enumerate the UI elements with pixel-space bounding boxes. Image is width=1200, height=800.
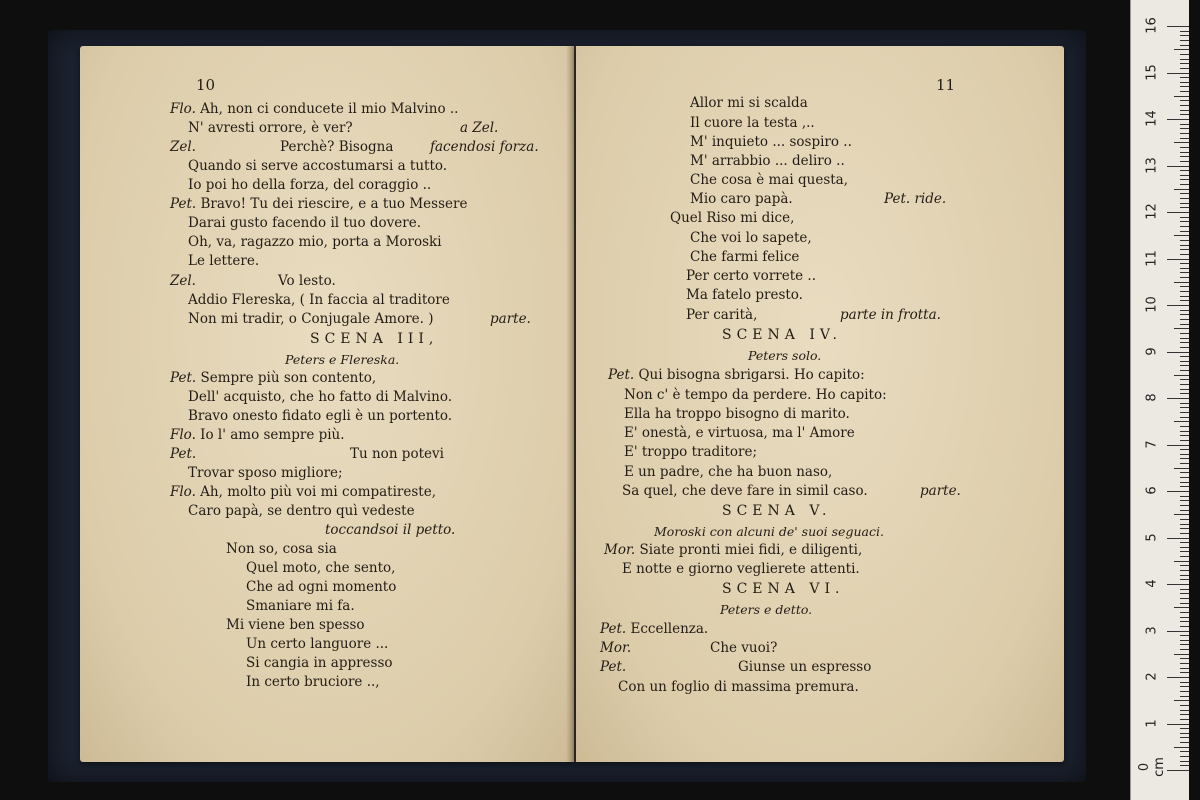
ruler-tick [1180, 458, 1189, 459]
right-line5-1: Mor. Siate pronti miei fidi, e diligenti, [604, 542, 863, 558]
ruler-tick [1180, 719, 1189, 720]
ruler-tick [1180, 245, 1189, 246]
right-line6-3-text: Giunse un espresso [738, 659, 872, 675]
ruler-tick [1180, 286, 1189, 287]
right-line6-2-text: Che vuoi? [710, 640, 778, 656]
left-line2-6: Trovar sposo migliore; [188, 465, 343, 481]
right-verse-1: Allor mi si scalda [690, 95, 808, 111]
scena-iii-cast: Peters e Flereska. [285, 352, 400, 367]
ruler-tick [1180, 393, 1189, 394]
ruler-tick [1180, 338, 1189, 339]
ruler-tick [1180, 542, 1189, 543]
ruler-tick [1174, 747, 1189, 748]
scena-v-cast: Moroski con alcuni de' suoi seguaci. [654, 524, 884, 539]
ruler-tick [1180, 226, 1189, 227]
left-line-12: Non mi tradir, o Conjugale Amore. ) [188, 311, 434, 327]
ruler-tick [1174, 421, 1189, 422]
left-line-6: Pet. Bravo! Tu dei riescire, e a tuo Messere [170, 196, 468, 212]
ruler-tick [1180, 54, 1189, 55]
left-line-1: Flo. Ah, non ci conducete il mio Malvino .. [170, 101, 459, 117]
ruler-tick [1167, 538, 1189, 539]
ruler-number: 15 [1144, 63, 1160, 81]
ruler-tick [1174, 468, 1189, 469]
ruler-tick [1180, 426, 1189, 427]
right-page [576, 46, 1064, 762]
ruler-tick [1180, 40, 1189, 41]
ruler-tick [1180, 124, 1189, 125]
right-verse-9: Che farmi felice [690, 249, 800, 265]
ruler-tick [1180, 431, 1189, 432]
right-verse-10: Per certo vorrete .. [686, 268, 816, 284]
ruler-tick [1180, 575, 1189, 576]
ruler-tick [1180, 324, 1189, 325]
right-line5-2: E notte e giorno veglierete attenti. [622, 561, 860, 577]
right-verse-12: Per carità, [686, 307, 758, 323]
ruler-tick [1180, 733, 1189, 734]
left-line-3-text: Perchè? Bisogna [280, 139, 394, 155]
ruler-tick [1180, 756, 1189, 757]
ruler-tick [1180, 110, 1189, 111]
ruler-tick [1167, 119, 1189, 120]
left-direction-12: parte. [490, 311, 531, 327]
right-verse-2: Il cuore la testa ,.. [690, 115, 815, 131]
ruler-tick [1180, 193, 1189, 194]
ruler-tick [1180, 435, 1189, 436]
right-page-text [576, 46, 1064, 762]
ruler-tick [1180, 77, 1189, 78]
ruler-tick [1180, 403, 1189, 404]
ruler-tick [1180, 463, 1189, 464]
right-line6-4: Con un foglio di massima premura. [618, 679, 859, 695]
left-line2-2: Dell' acquisto, che ho fatto di Malvino. [188, 389, 453, 405]
ruler-tick [1180, 551, 1189, 552]
left-line2-7: Flo. Ah, molto più voi mi compatireste, [170, 484, 437, 500]
ruler-tick [1180, 751, 1189, 752]
left-line-3: Zel. [170, 139, 196, 155]
ruler-tick [1180, 635, 1189, 636]
ruler-tick [1180, 710, 1189, 711]
ruler-number: 4 [1144, 579, 1160, 588]
ruler-tick [1180, 714, 1189, 715]
ruler-number: 10 [1144, 296, 1160, 313]
ruler-tick [1180, 342, 1189, 343]
ruler-tick [1180, 556, 1189, 557]
ruler-tick [1180, 207, 1189, 208]
ruler-number: 16 [1144, 17, 1160, 34]
ruler-number: 5 [1144, 532, 1160, 542]
left-line-4: Quando si serve accostumarsi a tutto. [188, 158, 448, 174]
ruler-tick [1180, 296, 1189, 297]
ruler-tick [1167, 73, 1189, 74]
measuring-ruler [1130, 0, 1189, 800]
ruler-tick [1180, 152, 1189, 153]
ruler-tick [1180, 170, 1189, 171]
ruler-tick [1180, 272, 1189, 273]
ruler-tick [1180, 68, 1189, 69]
left-page [80, 46, 574, 762]
ruler-tick [1167, 26, 1189, 27]
ruler-tick [1180, 175, 1189, 176]
ruler-tick [1180, 263, 1189, 264]
ruler-tick [1180, 379, 1189, 380]
left-direction-2: a Zel. [460, 120, 499, 136]
ruler-tick [1180, 644, 1189, 645]
ruler-tick [1167, 584, 1189, 585]
ruler-tick [1180, 86, 1189, 87]
ruler-tick [1180, 389, 1189, 390]
right-line6-3: Pet. [600, 659, 627, 675]
left-direction-3: facendosi forza. [430, 139, 539, 155]
ruler-tick [1180, 737, 1189, 738]
right-line4-2: Non c' è tempo da perdere. Ho capito: [624, 387, 887, 403]
ruler-tick [1180, 45, 1189, 46]
left-line-11: Addio Flereska, ( In faccia al traditore [188, 292, 450, 308]
ruler-tick [1180, 672, 1189, 673]
ruler-tick [1167, 631, 1189, 632]
ruler-tick [1167, 677, 1189, 678]
ruler-tick [1180, 621, 1189, 622]
scena-vi-cast: Peters e detto. [720, 602, 813, 617]
left-line-9: Le lettere. [188, 253, 260, 269]
scena-vi-heading: SCENA VI. [722, 581, 845, 597]
ruler-unit-label: 0 cm [1137, 757, 1167, 777]
ruler-tick [1167, 166, 1189, 167]
ruler-tick [1180, 300, 1189, 301]
ruler-tick [1174, 96, 1189, 97]
ruler-tick [1180, 254, 1189, 255]
ruler-tick [1180, 691, 1189, 692]
ruler-tick [1180, 640, 1189, 641]
ruler-tick [1180, 240, 1189, 241]
ruler-tick [1180, 100, 1189, 101]
ruler-tick [1180, 742, 1189, 743]
left-page-text [80, 46, 574, 762]
ruler-tick [1180, 147, 1189, 148]
ruler-tick [1180, 668, 1189, 669]
ruler-tick [1180, 417, 1189, 418]
right-line6-1: Pet. Eccellenza. [600, 621, 709, 637]
ruler-tick [1180, 114, 1189, 115]
ruler-tick [1174, 514, 1189, 515]
scena-iv-heading: SCENA IV. [722, 327, 842, 343]
ruler-tick [1174, 282, 1189, 283]
ruler-tick [1180, 486, 1189, 487]
ruler-tick [1180, 765, 1189, 766]
ruler-tick [1174, 235, 1189, 236]
left-verse-8: In certo bruciore .., [246, 674, 380, 690]
ruler-tick [1180, 649, 1189, 650]
page-number-right: 11 [936, 76, 956, 94]
ruler-tick [1174, 700, 1189, 701]
ruler-tick [1180, 217, 1189, 218]
right-verse-6: Mio caro papà. [690, 191, 793, 207]
ruler-number: 8 [1144, 393, 1160, 402]
right-verse-4: M' arrabbio ... deliro .. [690, 153, 845, 169]
left-verse-5: Mi viene ben spesso [226, 617, 365, 633]
ruler-tick [1167, 212, 1189, 213]
left-line-2: N' avresti orrore, è ver? [188, 120, 353, 136]
scena-v-heading: SCENA V. [722, 503, 832, 519]
ruler-tick [1180, 82, 1189, 83]
ruler-tick [1180, 291, 1189, 292]
right-line6-2: Mor. [600, 640, 632, 656]
left-verse-6: Un certo languore ... [246, 636, 389, 652]
ruler-tick [1180, 449, 1189, 450]
ruler-tick [1174, 189, 1189, 190]
ruler-tick [1180, 277, 1189, 278]
ruler-tick [1180, 268, 1189, 269]
left-line-5: Io poi ho della forza, del coraggio .. [188, 177, 432, 193]
ruler-tick [1174, 328, 1189, 329]
ruler-tick [1180, 370, 1189, 371]
left-verse-4: Smaniare mi fa. [246, 598, 355, 614]
ruler-tick [1174, 607, 1189, 608]
ruler-tick [1180, 705, 1189, 706]
ruler-tick [1167, 259, 1189, 260]
ruler-number: 7 [1144, 439, 1160, 449]
ruler-tick [1180, 310, 1189, 311]
ruler-tick [1180, 384, 1189, 385]
ruler-tick [1180, 333, 1189, 334]
ruler-tick [1180, 221, 1189, 222]
right-verse-5: Che cosa è mai questa, [690, 172, 849, 188]
ruler-tick [1180, 510, 1189, 511]
ruler-tick [1180, 91, 1189, 92]
ruler-tick [1180, 179, 1189, 180]
ruler-number: 12 [1144, 203, 1160, 220]
ruler-tick [1180, 658, 1189, 659]
left-line-7: Darai gusto facendo il tuo dovere. [188, 215, 422, 231]
left-line2-5: Pet. [170, 446, 197, 462]
right-verse-8: Che voi lo sapete, [690, 230, 812, 246]
ruler-tick [1180, 603, 1189, 604]
ruler-tick [1180, 617, 1189, 618]
ruler-tick [1180, 570, 1189, 571]
page-number-left: 10 [196, 76, 216, 94]
ruler-tick [1180, 761, 1189, 762]
left-line-10-text: Vo lesto. [278, 273, 336, 289]
ruler-tick [1180, 31, 1189, 32]
right-direction-pet-ride: Pet. ride. [884, 191, 947, 207]
left-verse-7: Si cangia in appresso [246, 655, 393, 671]
ruler-tick [1174, 142, 1189, 143]
ruler-tick [1180, 314, 1189, 315]
ruler-tick [1180, 686, 1189, 687]
ruler-tick [1180, 407, 1189, 408]
ruler-tick [1167, 491, 1189, 492]
ruler-tick [1180, 547, 1189, 548]
ruler-tick [1180, 612, 1189, 613]
ruler-tick [1180, 579, 1189, 580]
ruler-tick [1180, 105, 1189, 106]
left-line2-5-text: Tu non potevi [350, 446, 444, 462]
ruler-tick [1180, 565, 1189, 566]
ruler-number: 6 [1144, 486, 1160, 495]
ruler-tick [1180, 728, 1189, 729]
ruler-tick [1180, 412, 1189, 413]
ruler-tick [1180, 472, 1189, 473]
ruler-tick [1180, 231, 1189, 232]
ruler-tick [1167, 770, 1189, 771]
right-direction-parte-frotta: parte in frotta. [840, 307, 941, 323]
ruler-tick [1180, 249, 1189, 250]
ruler-number: 9 [1144, 346, 1160, 356]
left-line2-4: Flo. Io l' amo sempre più. [170, 427, 345, 443]
ruler-number: 13 [1144, 156, 1160, 174]
ruler-tick [1180, 454, 1189, 455]
left-line-10: Zel. [170, 273, 196, 289]
ruler-tick [1174, 49, 1189, 50]
scena-iii-heading: SCENA III, [310, 331, 439, 347]
right-line4-5: E' troppo traditore; [624, 444, 757, 460]
ruler-tick [1180, 365, 1189, 366]
right-verse-3: M' inquieto ... sospiro .. [690, 134, 852, 150]
left-verse-3: Che ad ogni momento [246, 579, 397, 595]
left-direction2-9: toccandsoi il petto. [325, 522, 456, 538]
ruler-tick [1180, 63, 1189, 64]
ruler-tick [1180, 477, 1189, 478]
ruler-tick [1180, 524, 1189, 525]
ruler-tick [1180, 626, 1189, 627]
ruler-number: 1 [1144, 718, 1160, 728]
ruler-tick [1180, 663, 1189, 664]
ruler-tick [1180, 35, 1189, 36]
ruler-tick [1167, 724, 1189, 725]
ruler-tick [1174, 654, 1189, 655]
ruler-tick [1180, 519, 1189, 520]
left-line2-8: Caro papà, se dentro quì vedeste [188, 503, 415, 519]
ruler-tick [1180, 184, 1189, 185]
ruler-tick [1180, 59, 1189, 60]
left-line2-1: Pet. Sempre più son contento, [170, 370, 377, 386]
left-verse-2: Quel moto, che sento, [246, 560, 396, 576]
ruler-tick [1167, 352, 1189, 353]
ruler-tick [1167, 445, 1189, 446]
ruler-tick [1180, 356, 1189, 357]
right-verse-11: Ma fatelo presto. [686, 287, 803, 303]
right-direction4-7: parte. [920, 483, 961, 499]
left-verse-1: Non so, cosa sia [226, 541, 337, 557]
ruler-tick [1180, 593, 1189, 594]
ruler-tick [1180, 696, 1189, 697]
ruler-tick [1180, 361, 1189, 362]
right-line4-7: Sa quel, che deve fare in simil caso. [622, 483, 868, 499]
scena-iv-cast: Peters solo. [748, 348, 822, 363]
ruler-tick [1180, 505, 1189, 506]
ruler-tick [1180, 319, 1189, 320]
left-line-8: Oh, va, ragazzo mio, porta a Moroski [188, 234, 442, 250]
right-line4-1: Pet. Qui bisogna sbrigarsi. Ho capito: [608, 367, 865, 383]
right-verse-7: Quel Riso mi dice, [670, 210, 795, 226]
ruler-tick [1167, 305, 1189, 306]
ruler-number: 14 [1144, 110, 1160, 127]
ruler-number: 3 [1144, 625, 1160, 635]
ruler-tick [1180, 133, 1189, 134]
ruler-tick [1180, 500, 1189, 501]
right-line4-3: Ella ha troppo bisogno di marito. [624, 406, 850, 422]
ruler-tick [1180, 128, 1189, 129]
ruler-tick [1180, 482, 1189, 483]
ruler-tick [1180, 682, 1189, 683]
ruler-tick [1180, 156, 1189, 157]
ruler-tick [1180, 598, 1189, 599]
ruler-tick [1180, 161, 1189, 162]
ruler-tick [1167, 398, 1189, 399]
ruler-tick [1180, 198, 1189, 199]
ruler-tick [1180, 496, 1189, 497]
ruler-tick [1174, 375, 1189, 376]
right-line4-6: E un padre, che ha buon naso, [624, 464, 833, 480]
ruler-tick [1180, 533, 1189, 534]
right-line4-4: E' onestà, e virtuosa, ma l' Amore [624, 425, 855, 441]
ruler-tick [1174, 561, 1189, 562]
ruler-tick [1180, 440, 1189, 441]
left-line2-3: Bravo onesto fidato egli è un portento. [188, 408, 453, 424]
ruler-tick [1180, 203, 1189, 204]
ruler-number: 2 [1144, 672, 1160, 681]
ruler-tick [1180, 528, 1189, 529]
ruler-tick [1180, 138, 1189, 139]
ruler-tick [1180, 589, 1189, 590]
ruler-tick [1180, 347, 1189, 348]
ruler-number: 11 [1144, 249, 1160, 267]
